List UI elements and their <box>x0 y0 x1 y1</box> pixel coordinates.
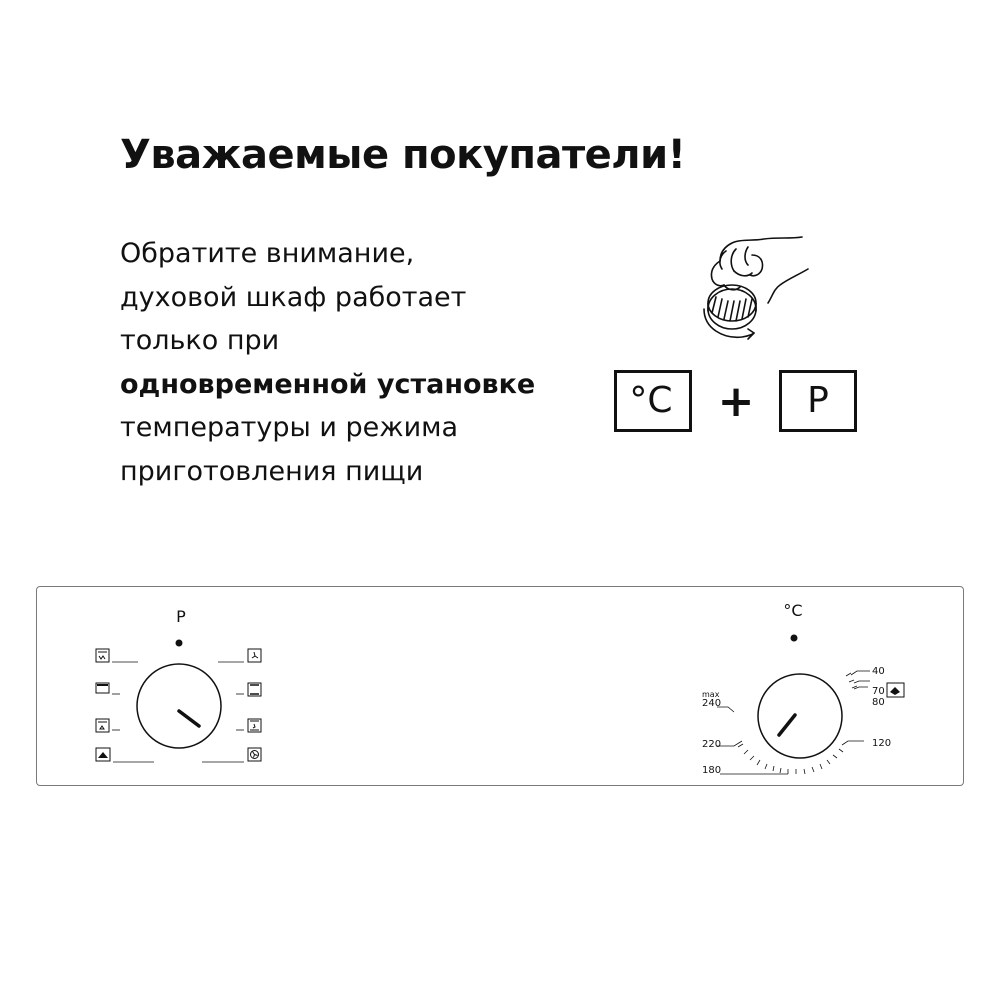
scale-label: 80 <box>872 697 885 708</box>
scale-label: 220 <box>702 739 722 750</box>
notice-line: духовой шкаф работает <box>120 281 467 313</box>
notice-line: температуры и режима <box>120 412 459 444</box>
plus-sign: + <box>717 376 755 427</box>
program-selector-knob[interactable] <box>137 664 221 748</box>
notice-line-emphasis: одновременной установке <box>120 368 536 400</box>
mode-icon-eco <box>96 748 154 762</box>
hand-turning-knob-icon <box>690 225 815 350</box>
scale-label: 180 <box>702 765 722 776</box>
notice-line: только при <box>120 325 280 357</box>
notice-line: Обратите внимание, <box>120 238 415 269</box>
mode-icon-top-bottom-heat <box>236 683 261 696</box>
temperature-selector-knob[interactable] <box>758 674 842 758</box>
program-symbol: P <box>807 380 829 421</box>
temperature-symbol-box <box>614 370 692 432</box>
mode-icon-grill-fan <box>96 649 138 662</box>
scale-label: 120 <box>872 738 892 749</box>
notice-line: приготовления пищи <box>120 455 424 487</box>
mode-icon-top-fan <box>96 719 120 732</box>
temperature-knob-indicator-dot <box>791 635 798 642</box>
notice-text <box>120 232 535 494</box>
mode-icon-top-heat <box>96 683 120 694</box>
mode-icon-bottom-fan <box>236 719 261 732</box>
control-panel-drawing <box>36 586 964 786</box>
temperature-symbol: °C <box>629 380 673 421</box>
headline: Уважаемые покупатели! <box>120 132 686 178</box>
program-knob-indicator-dot <box>176 640 183 647</box>
program-knob-label: P <box>176 607 186 626</box>
keep-warm-icon <box>887 683 904 697</box>
scale-label: 240 <box>702 698 722 709</box>
scale-label: 40 <box>872 666 885 677</box>
mode-icon-fan-ring <box>202 748 261 762</box>
temperature-knob-label: °C <box>783 601 803 620</box>
mode-icon-fan <box>218 649 261 662</box>
scale-label-max: max <box>702 690 720 699</box>
scale-label: 70 <box>872 686 885 697</box>
program-symbol-box <box>779 370 857 432</box>
